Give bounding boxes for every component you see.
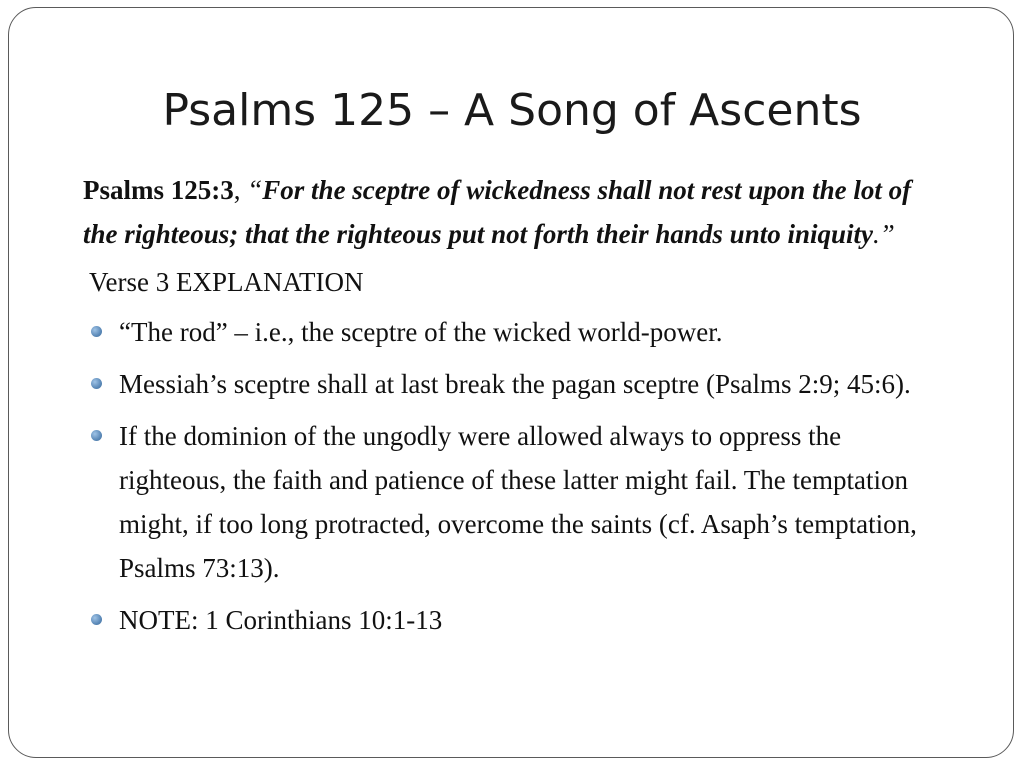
bullet-icon [91,614,102,625]
bullet-text: If the dominion of the ungodly were allowed always to oppress the righteous, the faith and patience of these latter might fail. The temptation might, if too long protracted, overcome the saints (cf. Asaph’s temptation, Psalms 73:13). [119,421,917,583]
bullet-icon [91,326,102,337]
bullet-text: NOTE: 1 Corinthians 10:1-13 [119,605,443,635]
bullet-icon [91,430,102,441]
verse-text: For the sceptre of wickedness shall not rest upon the lot of the righteous; that the righteous put not forth their hands unto iniquity [83,175,912,249]
close-quote: .” [873,219,895,249]
bullet-list [83,310,943,642]
bullet-icon [91,378,102,389]
slide-title: Psalms 125 – A Song of Ascents [162,85,862,136]
quote-separator: , [233,175,248,205]
open-quote: “ [247,175,263,205]
scripture-quote [83,168,943,256]
list-item [83,362,943,406]
scripture-reference: Psalms 125:3 [83,175,234,205]
bullet-text: “The rod” – i.e., the sceptre of the wicked world-power. [119,317,723,347]
slide-body [83,168,943,650]
bullet-text: Messiah’s sceptre shall at last break the pagan sceptre (Psalms 2:9; 45:6). [119,369,911,399]
list-item [83,310,943,354]
list-item [83,598,943,642]
list-item [83,414,943,590]
explanation-heading: Verse 3 EXPLANATION [89,267,364,297]
